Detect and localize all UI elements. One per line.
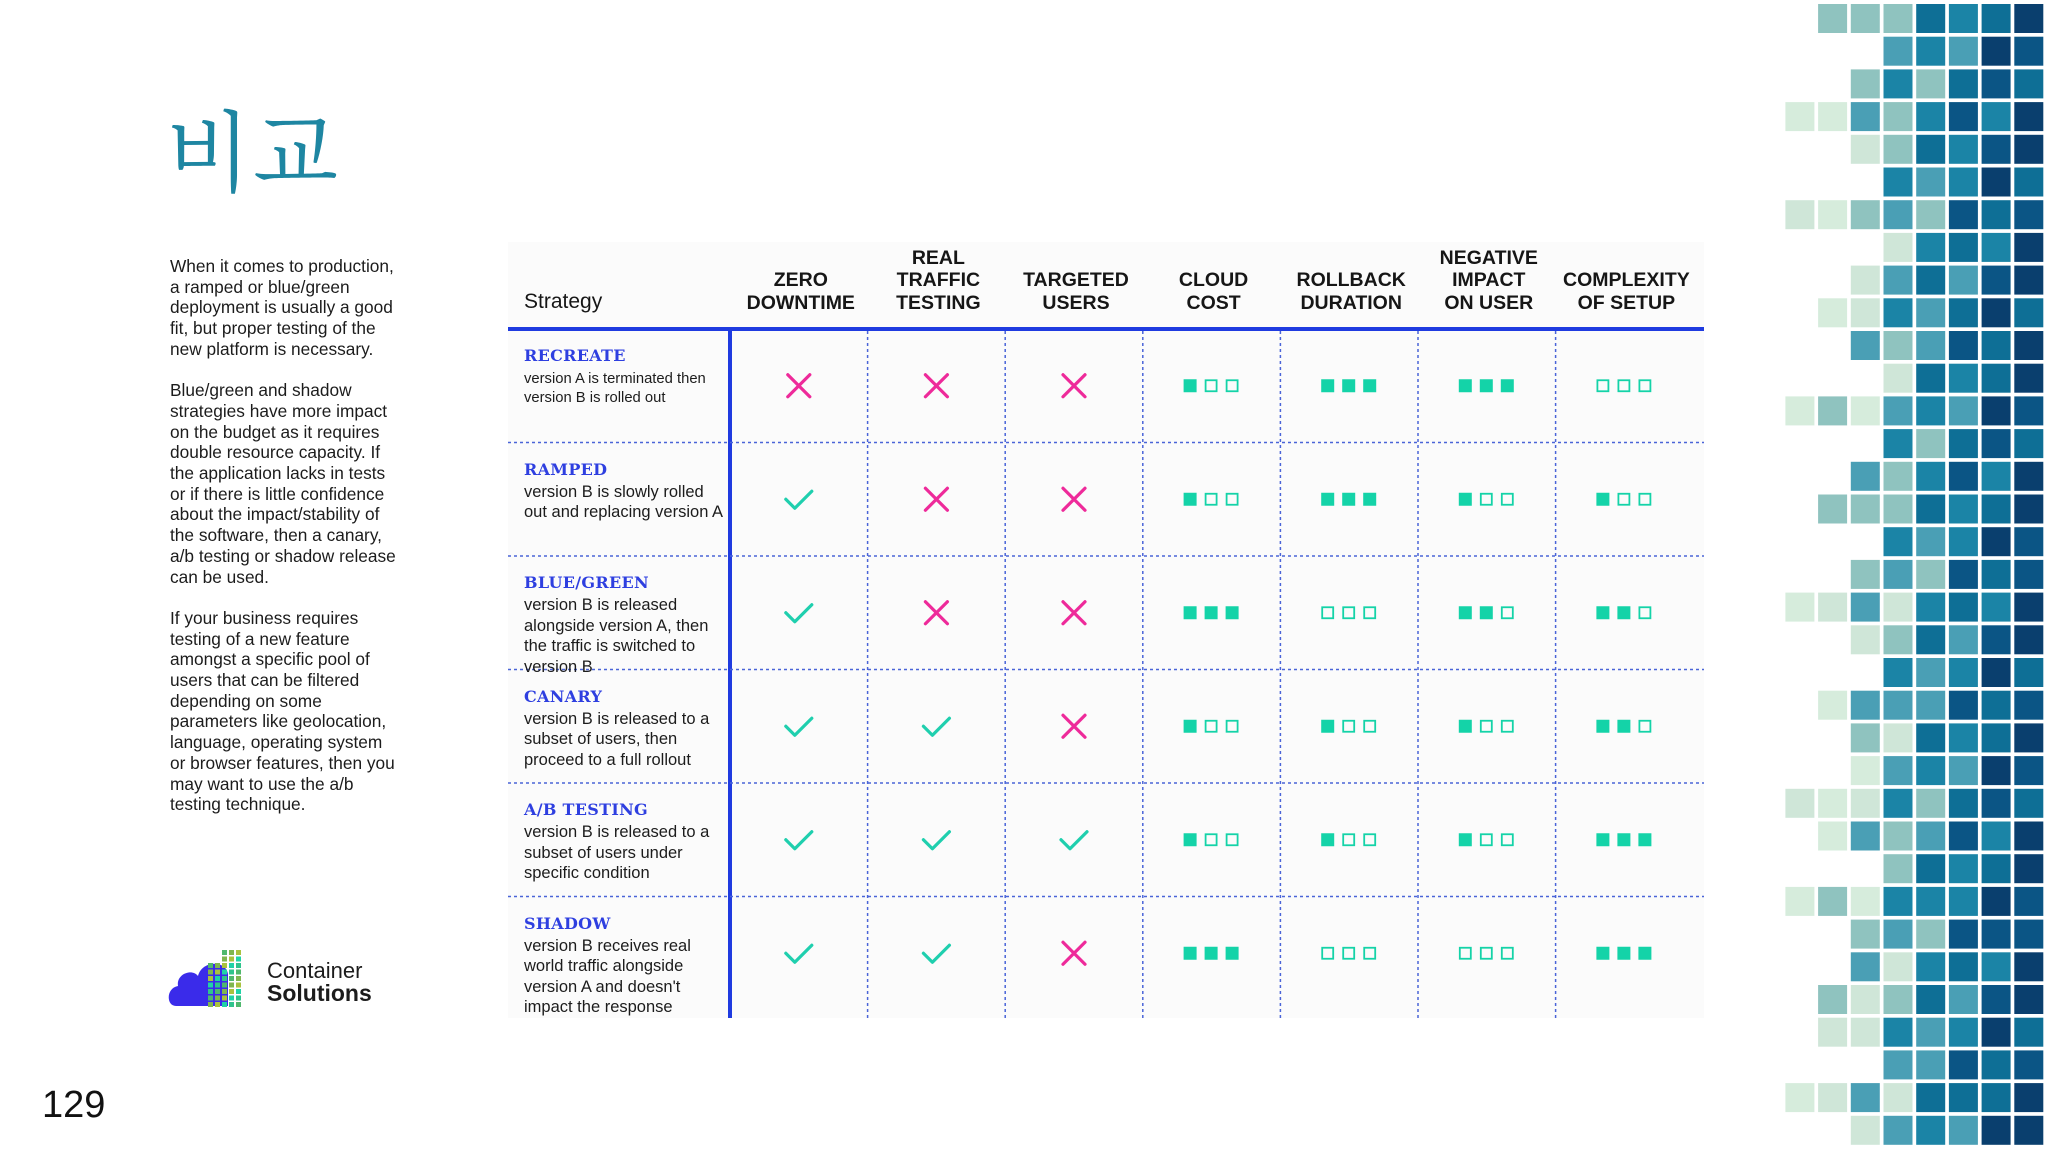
column-header-line: IMPACT xyxy=(1452,269,1526,291)
check-icon xyxy=(786,832,812,849)
cross-icon xyxy=(1063,602,1085,624)
column-header-line: NEGATIVE xyxy=(1439,246,1538,269)
level-indicator xyxy=(1459,493,1513,506)
column-header-line: CLOUD xyxy=(1178,269,1249,291)
check-icon xyxy=(786,491,812,508)
strategy-name: CANARY xyxy=(524,686,603,706)
level-indicator xyxy=(1596,947,1651,960)
description-text xyxy=(170,256,402,836)
level-indicator xyxy=(1459,833,1513,846)
check-icon xyxy=(786,718,812,735)
cross-icon xyxy=(1063,715,1085,737)
level-indicator xyxy=(1184,720,1238,733)
check-icon xyxy=(923,718,949,735)
column-header-line: ROLLBACK xyxy=(1296,269,1406,291)
column-header-line: USERS xyxy=(1042,291,1110,314)
level-indicator xyxy=(1321,833,1375,846)
cross-icon xyxy=(1063,375,1085,397)
check-icon xyxy=(786,945,812,962)
container-solutions-logo xyxy=(168,946,408,1012)
level-indicator xyxy=(1596,606,1650,619)
column-header-line: TESTING xyxy=(896,291,981,314)
level-indicator xyxy=(1459,379,1514,392)
level-indicator xyxy=(1596,833,1651,846)
level-indicator xyxy=(1184,833,1238,846)
column-header-line: ZERO xyxy=(773,269,828,291)
check-icon xyxy=(923,832,949,849)
level-indicator xyxy=(1459,720,1513,733)
description-paragraph-1: When it comes to production, a ramped or blue/green deployment is usually a good fit, but proper testing of the new platform is necessary. xyxy=(170,256,394,359)
column-header-line: COMPLEXITY xyxy=(1563,269,1690,291)
level-indicator xyxy=(1184,947,1239,960)
column-header-line: TARGETED xyxy=(1023,269,1129,291)
logo-line-2: Solutions xyxy=(267,980,372,1006)
level-indicator xyxy=(1596,493,1650,506)
decorative-pixel-pattern xyxy=(1700,0,2048,1152)
cloud-grid-logo-icon xyxy=(168,948,260,1010)
cross-icon xyxy=(1063,942,1085,964)
column-header-line: TRAFFIC xyxy=(896,269,981,291)
check-icon xyxy=(1061,832,1087,849)
strategy-name: SHADOW xyxy=(524,913,611,933)
strategy-description: version B receives real world traffic alongside version A and doesn't impact the response xyxy=(524,936,691,1016)
level-indicator xyxy=(1459,606,1513,619)
level-indicator xyxy=(1322,948,1375,959)
cross-icon xyxy=(1063,488,1085,510)
strategy-name: RAMPED xyxy=(524,459,608,479)
level-indicator xyxy=(1184,493,1238,506)
check-icon xyxy=(786,605,812,622)
level-indicator xyxy=(1321,379,1376,392)
column-header-line: DURATION xyxy=(1300,291,1402,314)
description-paragraph-3: If your business requires testing of a new feature amongst a specific pool of users that can be filtered depending on some parameters like geolocation, language, operating system or browser features, then you may want to use the a/b testing technique. xyxy=(170,607,395,815)
cross-icon xyxy=(925,375,947,397)
column-header-line: REAL xyxy=(911,246,965,269)
level-indicator xyxy=(1184,379,1238,392)
level-indicator xyxy=(1460,948,1513,959)
column-header-line: ON USER xyxy=(1444,291,1534,314)
strategy-description: version B is released to a subset of users, then proceed to a full rollout xyxy=(524,709,710,769)
strategy-description: version A is terminated then version B is rolled out xyxy=(524,371,706,406)
cross-icon xyxy=(925,488,947,510)
check-icon xyxy=(923,945,949,962)
level-indicator xyxy=(1322,607,1375,618)
level-indicator xyxy=(1597,380,1650,391)
level-indicator xyxy=(1321,493,1376,506)
level-indicator xyxy=(1596,720,1650,733)
logo-line-1: Container xyxy=(267,958,363,983)
strategy-header: Strategy xyxy=(524,290,603,313)
strategy-name: BLUE/GREEN xyxy=(524,573,649,592)
strategy-description: version B is slowly rolled out and replacing version A xyxy=(524,482,724,521)
level-indicator xyxy=(1321,720,1375,733)
slide-title: 비교 xyxy=(166,102,341,205)
column-header-line: DOWNTIME xyxy=(746,291,855,314)
strategy-name: RECREATE xyxy=(524,346,626,365)
strategy-name: A/B TESTING xyxy=(524,800,648,819)
level-indicator xyxy=(1184,606,1239,619)
column-header-line: COST xyxy=(1186,291,1241,314)
comparison-table xyxy=(508,242,1704,1018)
cross-icon xyxy=(925,602,947,624)
description-paragraph-2: Blue/green and shadow strategies have more impact on the budget as it requires double resource capacity. If the application lacks in tests or if there is little confidence about the impact/stability of the software, then a canary, a/b testing or shadow release can be used. xyxy=(170,380,396,587)
strategy-description: version B is released alongside version A, then the traffic is switched to version B xyxy=(524,596,709,676)
strategy-description: version B is released to a subset of users under specific condition xyxy=(524,823,710,882)
column-header-line: OF SETUP xyxy=(1577,291,1676,314)
cross-icon xyxy=(788,375,810,397)
page-number: 129 xyxy=(42,1084,106,1126)
